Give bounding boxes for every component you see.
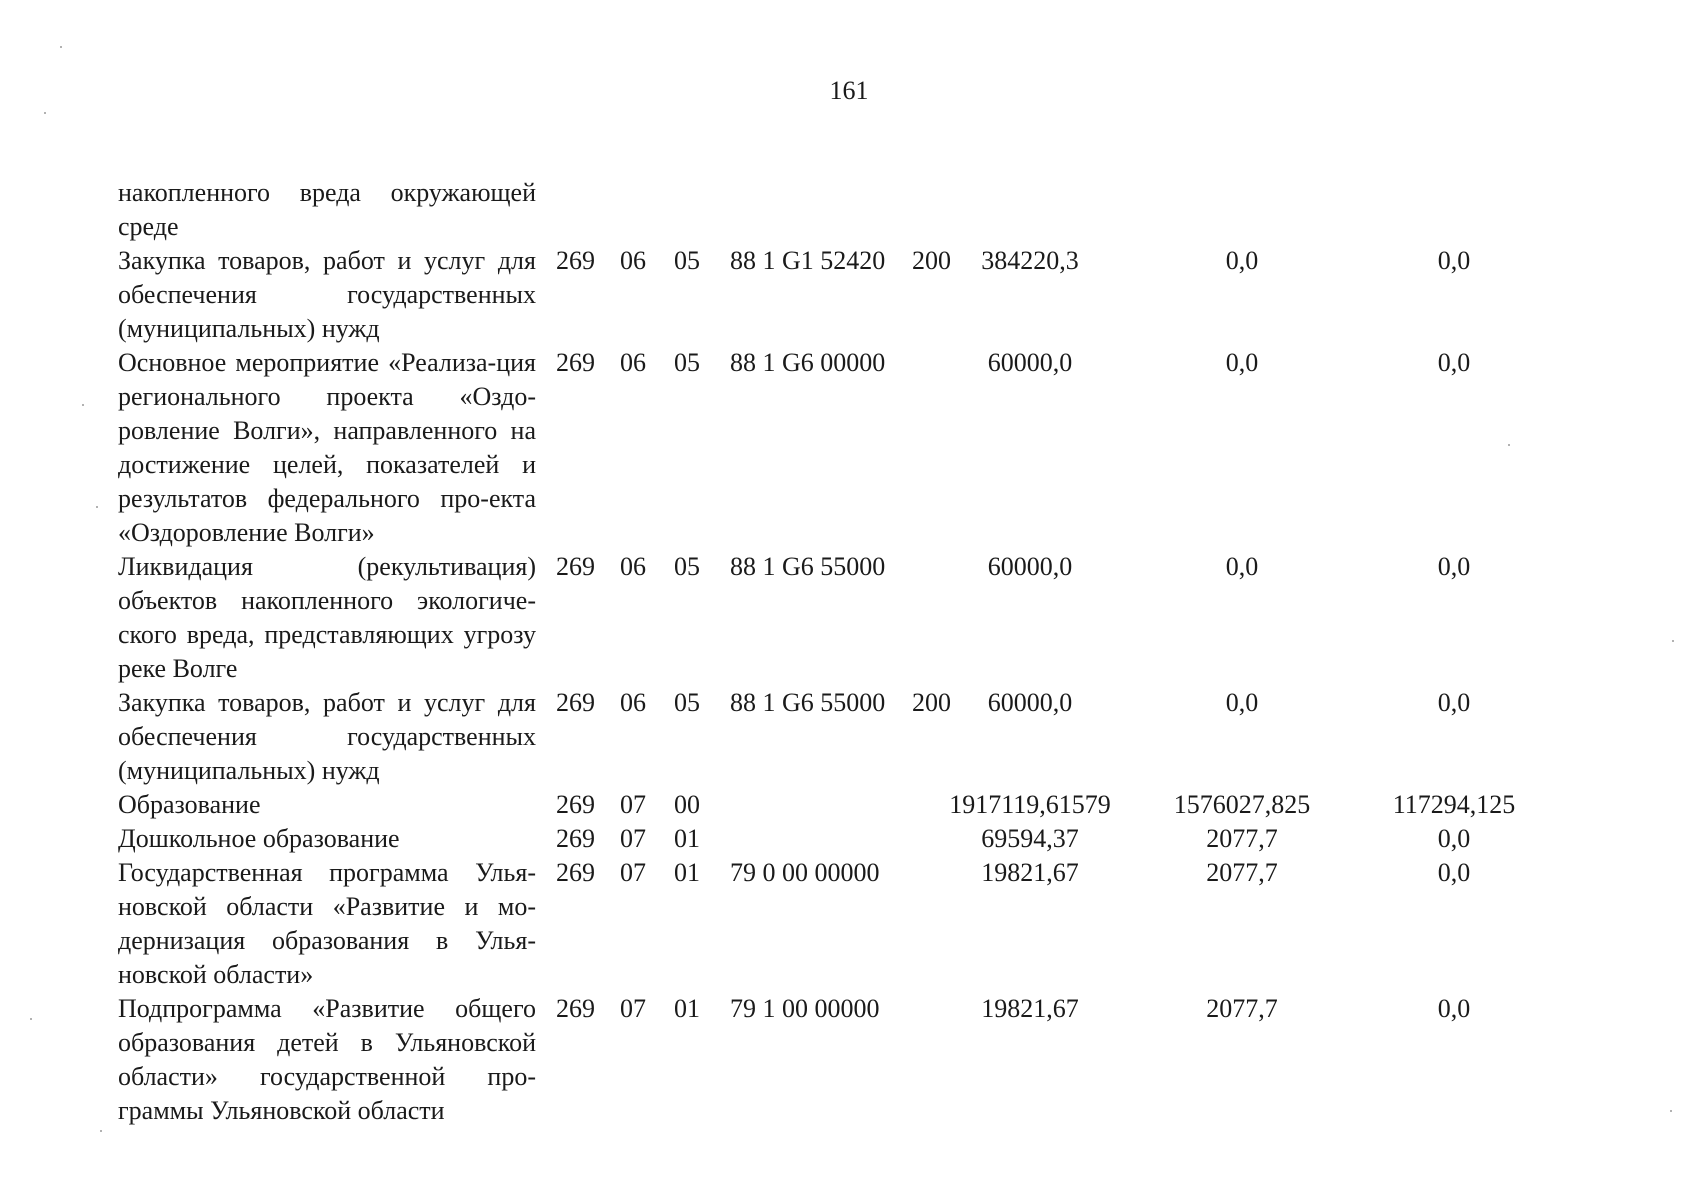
row-name: Образование [118,790,261,819]
row-section: 07 [620,824,646,853]
page-number: 161 [829,76,869,105]
row-amount-3: 0,0 [1437,552,1471,581]
row-expense-type: 200 [912,688,951,717]
row-amount-2: 0,0 [1225,552,1259,581]
row-grbs: 269 [556,348,595,377]
row-amount-2: 0,0 [1225,246,1259,275]
table-row [118,346,1598,550]
scan-speck [1672,640,1674,642]
row-grbs: 269 [556,246,595,275]
row-amount-1: 60000,0 [987,348,1073,377]
row-target-article: 88 1 G6 55000 [730,552,886,581]
row-section: 06 [620,688,646,717]
scan-speck [44,112,46,114]
row-name: Закупка товаров, работ и услуг для обеспечения государственных (муниципальных) нужд [118,688,536,785]
table-row [118,992,1598,1128]
row-subsection: 00 [674,790,700,819]
row-amount-1: 69594,37 [981,824,1079,853]
row-name: Закупка товаров, работ и услуг для обеспечения государственных (муниципальных) нужд [118,246,536,343]
row-grbs: 269 [556,994,595,1023]
row-subsection: 05 [674,246,700,275]
row-amount-2: 0,0 [1225,348,1259,377]
row-amount-1: 384220,3 [981,246,1079,275]
row-section: 06 [620,348,646,377]
row-subsection: 05 [674,688,700,717]
row-target-article: 79 0 00 00000 [730,858,880,887]
row-target-article: 88 1 G1 52420 [730,246,886,275]
row-amount-3: 0,0 [1437,688,1471,717]
row-grbs: 269 [556,688,595,717]
row-name: Подпрограмма «Развитие общего образования детей в Ульяновской области» государственной про-граммы Ульяновской области [118,994,536,1125]
scan-speck [1670,1110,1672,1112]
table-row [118,244,1598,346]
row-subsection: 01 [674,858,700,887]
table-row [118,686,1598,788]
row-grbs: 269 [556,858,595,887]
row-subsection: 01 [674,994,700,1023]
row-amount-1: 60000,0 [987,552,1073,581]
row-amount-2: 1576027,825 [1173,790,1311,819]
row-grbs: 269 [556,824,595,853]
scan-speck [82,404,84,406]
row-name: Государственная программа Улья-новской области «Развитие и мо-дернизация образования в Улья-новской области» [118,858,536,989]
row-target-article: 79 1 00 00000 [730,994,880,1023]
row-amount-3: 117294,125 [1392,790,1516,819]
row-section: 07 [620,994,646,1023]
row-name: Ликвидация (рекультивация) объектов накопленного экологиче-ского вреда, представляющих угрозу реке Волге [118,552,536,683]
row-amount-3: 0,0 [1437,824,1471,853]
row-amount-1: 19821,67 [981,994,1079,1023]
row-amount-3: 0,0 [1437,858,1471,887]
row-amount-3: 0,0 [1437,246,1471,275]
row-target-article: 88 1 G6 00000 [730,348,886,377]
row-amount-2: 2077,7 [1206,994,1278,1023]
row-amount-1: 60000,0 [987,688,1073,717]
row-amount-1: 1917119,61579 [949,790,1111,819]
table-row [118,176,1598,244]
row-section: 07 [620,858,646,887]
scan-speck [30,1018,32,1020]
row-target-article: 88 1 G6 55000 [730,688,886,717]
row-amount-1: 19821,67 [981,858,1079,887]
row-section: 06 [620,552,646,581]
row-amount-3: 0,0 [1437,994,1471,1023]
row-subsection: 05 [674,552,700,581]
row-subsection: 01 [674,824,700,853]
row-subsection: 05 [674,348,700,377]
row-amount-3: 0,0 [1437,348,1471,377]
scan-speck [60,46,62,48]
table-row [118,550,1598,686]
row-section: 06 [620,246,646,275]
row-amount-2: 2077,7 [1206,858,1278,887]
row-section: 07 [620,790,646,819]
scan-speck [100,1130,102,1132]
row-grbs: 269 [556,790,595,819]
row-name: Основное мероприятие «Реализа-ция регионального проекта «Оздо-ровление Волги», направленного на достижение целей, показателей и результатов федерального про-екта «Оздоровление Волги» [118,348,536,547]
table-row [118,788,1598,822]
table-row [118,856,1598,992]
row-grbs: 269 [556,552,595,581]
row-name: Дошкольное образование [118,824,400,853]
row-amount-2: 0,0 [1225,688,1259,717]
row-amount-2: 2077,7 [1206,824,1278,853]
table-row [118,822,1598,856]
scan-speck [1508,444,1510,446]
row-name: накопленного вреда окружающей среде [118,178,536,241]
scan-speck [96,506,98,508]
row-expense-type: 200 [912,246,951,275]
budget-table [118,176,1598,1128]
